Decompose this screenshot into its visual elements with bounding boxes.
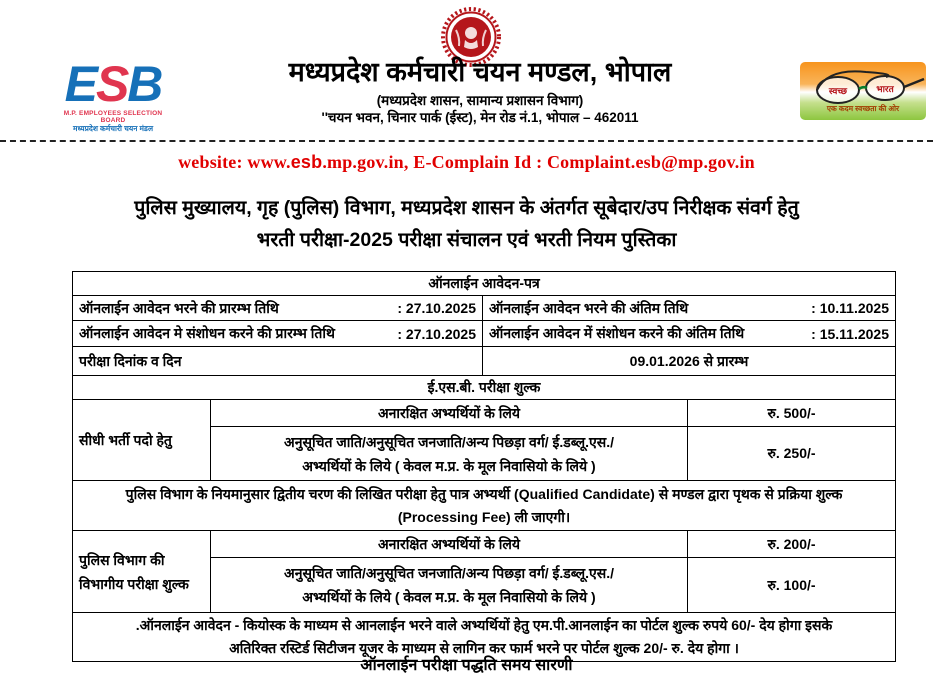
direct-reserved-desc-cell xyxy=(211,427,688,481)
direct-reserved-fee-cell: रु. 250/- xyxy=(688,427,896,481)
organization-address: ''चयन भवन, चिनार पार्क (ईस्ट), मेन रोड नं.1, भोपाल – 462011 xyxy=(321,110,639,125)
dept-unreserved-desc-cell: अनारक्षित अभ्यर्थियों के लिये xyxy=(211,531,688,558)
direct-unreserved-desc-cell: अनारक्षित अभ्यर्थियों के लिये xyxy=(211,400,688,427)
edit-start-cell xyxy=(73,321,483,347)
apply-start-label: ऑनलाईन आवेदन भरने की प्रारम्भ तिथि xyxy=(79,299,279,316)
website-prefix: website: www. xyxy=(178,152,291,172)
apply-end-label: ऑनलाईन आवेदन भरने की अंतिम तिथि xyxy=(489,299,689,316)
portal-fee-note-line1: .ऑनलाईन आवेदन - कियोस्क के माध्यम से आनलाईन भरने वाले अभ्यर्थियों हेतु एम.पी.आनलाईन का पोर्टल शुल्क रुपये 60/- देय होगा इसके xyxy=(135,617,833,633)
apply-start-cell xyxy=(73,296,483,321)
apply-start-date: : 27.10.2025 xyxy=(397,300,476,316)
direct-unreserved-fee-cell: रु. 500/- xyxy=(688,400,896,427)
edit-end-date: : 15.11.2025 xyxy=(811,325,890,342)
dept-reserved-desc-line1: अनुसूचित जाति/अनुसूचित जनजाति/अन्य पिछड़ा वर्ग/ ई.डब्लू.एस./ xyxy=(284,565,614,581)
dept-unreserved-fee-cell: रु. 200/- xyxy=(688,531,896,558)
table-row xyxy=(73,347,896,376)
notice-title xyxy=(30,192,903,256)
letterhead xyxy=(175,52,785,126)
swachh-bharat-logo xyxy=(800,62,926,120)
esb-logo-subtitle-english: M.P. EMPLOYEES SELECTION BOARD xyxy=(63,110,163,124)
dept-reserved-desc-cell xyxy=(211,558,688,613)
notice-title-line2: भरती परीक्षा-2025 परीक्षा संचालन एवं भरती नियम पुस्तिका xyxy=(256,229,677,251)
dept-reserved-fee-cell: रु. 100/- xyxy=(688,558,896,613)
esb-logo-subtitle-hindi: मध्यप्रदेश कर्मचारी चयन मंडल xyxy=(72,124,154,133)
table-row xyxy=(73,296,896,321)
organization-department: (मध्यप्रदेश शासन, सामान्य प्रशासन विभाग) xyxy=(376,93,584,108)
notice-title-line1: पुलिस मुख्यालय, गृह (पुलिस) विभाग, मध्यप्रदेश शासन के अंतर्गत सूबेदार/उप निरीक्षक संवर्ग हेतु xyxy=(134,197,799,219)
dept-reserved-desc-line2: अभ्यर्थियों के लिये ( केवल म.प्र. के मूल निवासियो के लिये ) xyxy=(302,589,596,605)
processing-fee-note-line2: (Processing Fee) ली जाएगी। xyxy=(397,508,571,525)
esb-letter-e: E xyxy=(64,56,96,112)
exam-date-label-cell: परीक्षा दिनांक व दिन xyxy=(73,347,483,376)
direct-reserved-desc-line1: अनुसूचित जाति/अनुसूचित जनजाति/अन्य पिछड़ा वर्ग/ ई.डब्लू.एस./ xyxy=(284,433,614,450)
swachh-text-right: भारत xyxy=(876,84,894,94)
apply-end-cell xyxy=(483,296,896,321)
section-header-online-application: ऑनलाईन आवेदन-पत्र xyxy=(73,272,896,296)
online-exam-schedule-caption: ऑनलाईन परीक्षा पद्धति समय सारणी xyxy=(360,657,573,674)
table-row xyxy=(73,272,896,296)
direct-recruitment-label-cell: सीधी भर्ती पदो हेतु xyxy=(73,400,211,481)
portal-fee-note-line2: अतिरिक्त रस्टिर्ड सिटीजन यूजर के माध्यम से लागिन कर फार्म भरने पर पोर्टल शुल्क 20/- रु. देय होगा । xyxy=(229,640,739,656)
edit-end-cell xyxy=(483,321,896,347)
departmental-exam-label-cell: पुलिस विभाग की विभागीय परीक्षा शुल्क xyxy=(73,531,211,613)
apply-end-date: : 10.11.2025 xyxy=(811,300,890,316)
section-header-esb-fee: ई.एस.बी. परीक्षा शुल्क xyxy=(73,376,896,400)
edit-end-label: ऑनलाईन आवेदन में संशोधन करने की अंतिम तिथि xyxy=(489,325,745,341)
table-row xyxy=(73,321,896,347)
esb-logo-wordmark xyxy=(55,58,171,110)
table-row xyxy=(73,531,896,558)
processing-fee-note-cell xyxy=(73,481,896,531)
processing-fee-note-line1: पुलिस विभाग के नियमानुसार द्वितीय चरण की लिखित परीक्षा हेतु पात्र अभ्यर्थी (Qualified Candidate) से मण्डल द्वारा पृथक से प्रक्रिया शुल्क xyxy=(125,485,843,502)
esb-letter-s: S xyxy=(95,56,128,112)
table-row xyxy=(73,481,896,531)
swachh-tagline: एक कदम स्वच्छता की ओर xyxy=(826,104,900,113)
organization-name: मध्यप्रदेश कर्मचारी चयन मण्डल, भोपाल xyxy=(288,57,672,87)
table-row xyxy=(73,400,896,427)
direct-reserved-desc-line2: अभ्यर्थियों के लिये ( केवल म.प्र. के मूल निवासियो के लिये ) xyxy=(302,457,596,474)
esb-letter-b: B xyxy=(127,56,162,112)
website-esb-brand: esb xyxy=(290,152,323,172)
swachh-text-left: स्वच्छ xyxy=(828,86,848,96)
table-row xyxy=(73,376,896,400)
dashed-separator xyxy=(0,140,933,142)
exam-date-value-cell: 09.01.2026 से प्रारम्भ xyxy=(483,347,896,376)
edit-start-label: ऑनलाईन आवेदन मे संशोधन करने की प्रारम्भ तिथि xyxy=(79,325,335,341)
edit-start-date: : 27.10.2025 xyxy=(397,325,476,342)
esb-board-logo xyxy=(55,58,171,142)
website-suffix: .mp.gov.in, E-Complain Id : Complaint.esb@mp.gov.in xyxy=(322,152,755,172)
website-contact-line xyxy=(0,152,933,173)
exam-schedule-fee-table xyxy=(72,271,896,662)
